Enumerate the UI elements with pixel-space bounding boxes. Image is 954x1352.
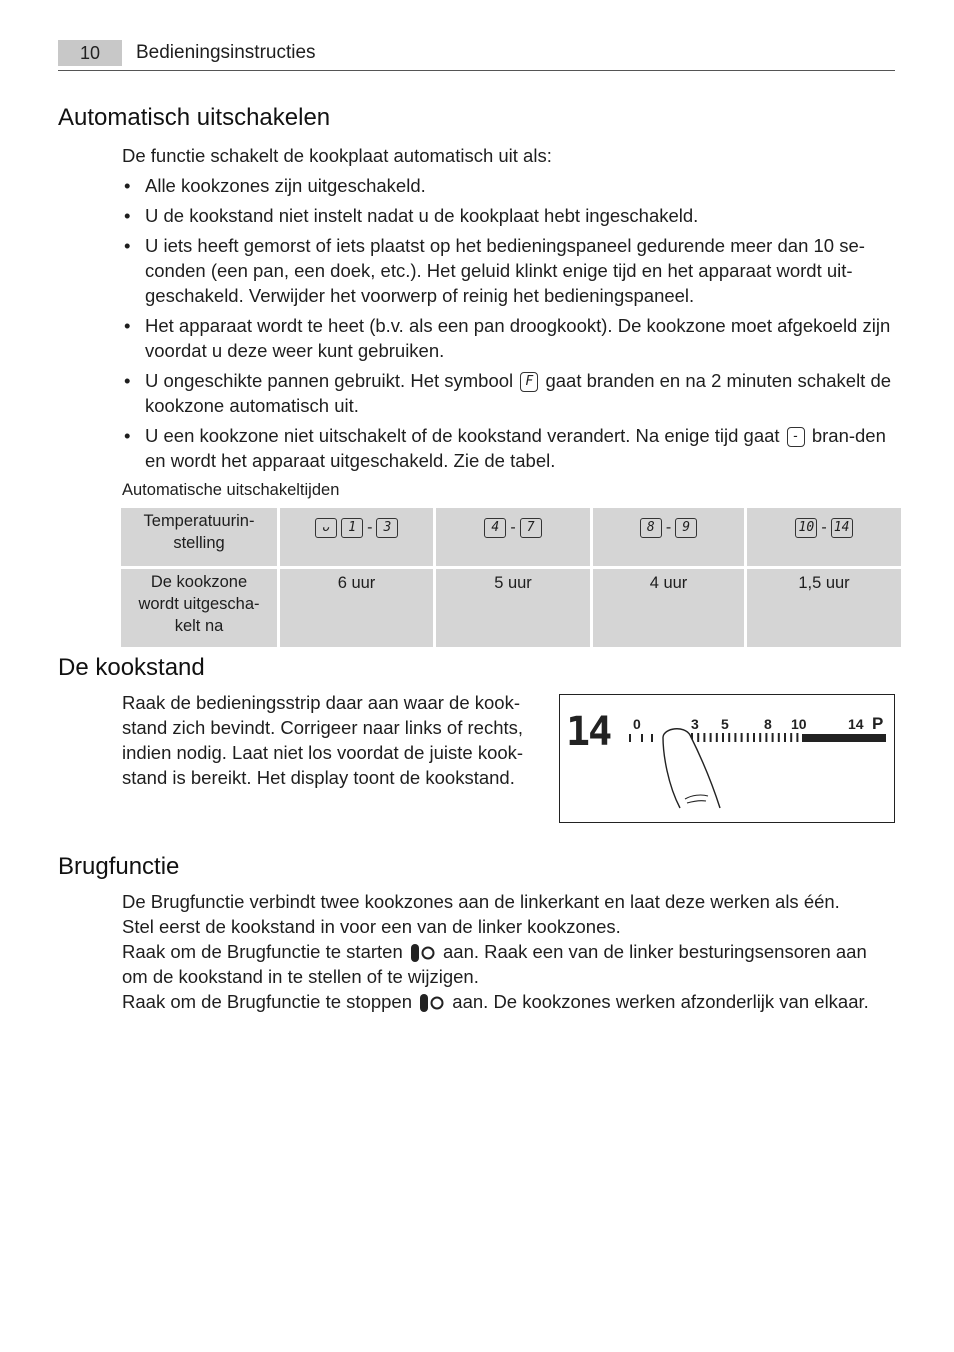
heading-brug: Brugfunctie [58,853,180,880]
page-number: 10 [58,40,122,66]
power-bar [802,734,886,742]
control-strip-illustration [560,695,894,822]
setting-range-3: 8 - 9 [593,508,744,566]
bridge-symbol-icon [419,993,445,1013]
shutoff-time-1: 6 uur [280,569,433,647]
shutoff-time-2: 5 uur [436,569,590,647]
list-item: • U iets heeft gemorst of iets plaatst op het bedieningspaneel gedurende meer dan 10 se-conden (een pan, een doek, etc.). Het geluid klinkt enige tijd en het apparaat wordt uit-geschakeld. Verwijder het voorwerp of reinig het bedieningspaneel. [122,233,897,308]
list-item: • U de kookstand niet instelt nadat u de kookplaat hebt ingeschakeld. [122,203,897,228]
auto-off-intro: De functie schakelt de kookplaat automatisch uit als: [122,145,552,166]
header-rule [58,70,895,71]
shutoff-table [118,505,904,650]
f-symbol-icon: F [520,372,538,392]
kookstand-text: Raak de bedieningsstrip daar aan waar de kook-stand zich bevindt. Corrigeer naar links of rechts, indien nodig. Laat niet los voordat de juiste kook-stand is bereikt. Het display toont de kookstand. [122,692,524,788]
setting-range-4: 10 - 14 [747,508,901,566]
auto-off-list [122,173,897,478]
scale-label: P [872,714,884,733]
table-row [121,508,901,566]
list-item: • U ongeschikte pannen gebruikt. Het symbool F gaat branden en na 2 minuten schakelt de kookzone automatisch uit. [122,368,897,418]
scale-label: 0 [633,716,641,732]
table-caption: Automatische uitschakeltijden [122,481,340,499]
list-item: • Alle kookzones zijn uitgeschakeld. [122,173,897,198]
display-value: 14 [566,709,611,755]
running-title: Bedieningsinstructies [136,42,316,63]
list-item: • U een kookzone niet uitschakelt of de kookstand verandert. Na enige tijd gaat - bran-den en wordt het apparaat uitgeschakeld. Zie de tabel. [122,423,897,473]
shutoff-time-4: 1,5 uur [747,569,901,647]
control-strip-figure [559,694,895,823]
table-row [121,569,901,647]
scale-label: 5 [721,716,729,732]
heading-kookstand: De kookstand [58,654,205,681]
scale-label: 14 [848,716,864,732]
scale-label: 10 [791,716,807,732]
scale-label: 8 [764,716,772,732]
list-item: • Het apparaat wordt te heet (b.v. als een pan droogkookt). De kookzone moet afgekoeld zijn voordat u deze weer kunt gebruiken. [122,313,897,363]
bridge-symbol-icon [410,943,436,963]
row-label-shutoff: De kookzone wordt uitgescha-kelt na [121,569,277,647]
heading-auto-off: Automatisch uitschakelen [58,104,331,131]
setting-range-2: 4 - 7 [436,508,590,566]
brug-text: De Brugfunctie verbindt twee kookzones aan de linkerkant en laat deze werken als één. Stel eerst de kookstand in voor een van de linker kookzones. Raak om de Brugfunctie te starten aan. Raak een van de linker besturingsensoren aan om de kookstand in te stellen of te wijzigen. Raak om de Brugfunctie te stoppen aan. De kookzones werken afzonderlijk van elkaar. [122,891,869,1012]
row-label-temperature: Temperatuurin-stelling [121,508,277,566]
shutoff-time-3: 4 uur [593,569,744,647]
setting-range-1: ᴗ 1 - 3 [280,508,433,566]
scale-label: 3 [691,716,699,732]
dash-symbol-icon: - [787,427,805,447]
